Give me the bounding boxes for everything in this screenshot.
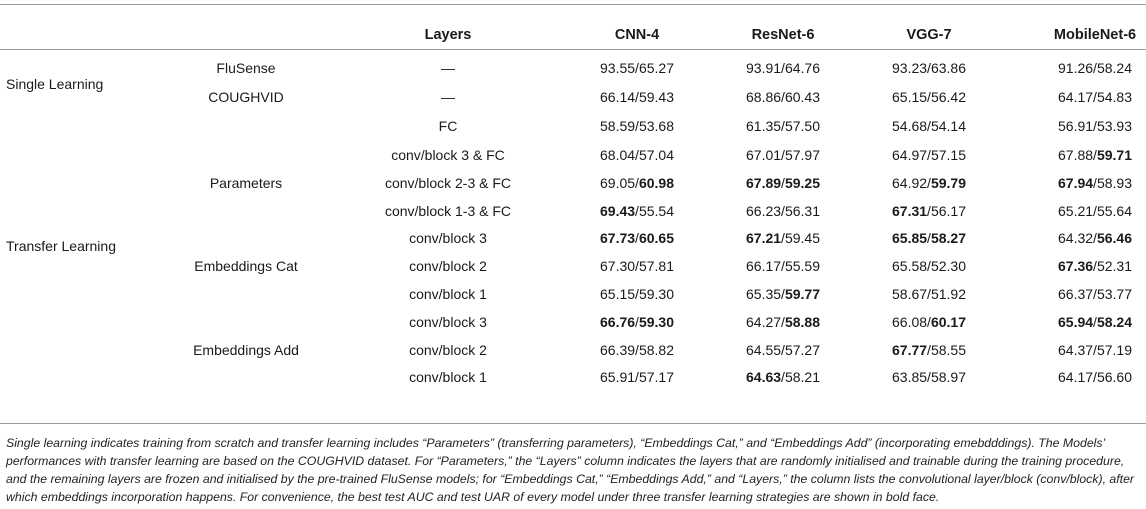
uar-value: 58.55 [930,342,966,358]
auc-value: 67.01 [746,147,782,163]
result-cell [746,59,820,77]
result-cell [746,313,820,331]
row-layers-cell: conv/block 1 [409,369,487,385]
result-cell [600,313,674,331]
uar-value: 57.81 [638,258,674,274]
auc-value: 67.21 [746,230,782,246]
row-layers-cell: conv/block 3 [409,230,487,246]
auc-value: 93.55 [600,60,636,76]
value-separator: / [1093,230,1097,246]
uar-value: 51.92 [930,286,966,302]
uar-value: 58.93 [1096,175,1132,191]
auc-value: 69.43 [600,203,636,219]
uar-value: 58.88 [784,314,820,330]
result-cell [892,313,966,331]
group-transfer-learning: Transfer Learning [6,238,116,254]
result-cell [1058,117,1132,135]
value-separator: / [1093,147,1097,163]
auc-value: 67.94 [1058,175,1094,191]
uar-value: 57.17 [638,369,674,385]
value-separator: / [927,286,931,302]
auc-value: 65.35 [746,286,782,302]
auc-value: 66.17 [746,258,782,274]
result-cell [746,88,820,106]
value-separator: / [927,258,931,274]
uar-value: 57.04 [638,147,674,163]
result-cell [892,368,966,386]
uar-value: 56.31 [784,203,820,219]
value-separator: / [781,89,785,105]
auc-value: 67.88 [1058,147,1094,163]
uar-value: 58.24 [1096,60,1132,76]
row-layers-cell: conv/block 3 [409,314,487,330]
value-separator: / [781,230,785,246]
uar-value: 57.19 [1096,342,1132,358]
result-cell [1058,341,1132,359]
row-subgroup-label: FluSense [216,60,276,76]
value-separator: / [635,230,639,246]
value-separator: / [781,342,785,358]
value-separator: / [1093,342,1097,358]
row-subgroup-label: COUGHVID [208,89,284,105]
result-cell [1058,257,1132,275]
result-cell [600,202,674,220]
result-cell [892,341,966,359]
header-layers: Layers [424,27,472,43]
result-cell [892,257,966,275]
value-separator: / [781,118,785,134]
uar-value: 59.79 [930,175,966,191]
result-cell [600,59,674,77]
value-separator: / [927,314,931,330]
value-separator: / [1093,175,1097,191]
auc-value: 66.76 [600,314,636,330]
result-cell [892,88,966,106]
auc-value: 67.89 [746,175,782,191]
result-cell [600,117,674,135]
uar-value: 55.59 [784,258,820,274]
value-separator: / [635,60,639,76]
auc-value: 93.91 [746,60,782,76]
value-separator: / [635,258,639,274]
uar-value: 53.93 [1096,118,1132,134]
value-separator: / [781,147,785,163]
result-cell [746,117,820,135]
result-cell [746,174,820,192]
uar-value: 59.30 [638,314,674,330]
uar-value: 56.46 [1096,230,1132,246]
value-separator: / [1093,60,1097,76]
value-separator: / [635,314,639,330]
result-cell [892,117,966,135]
value-separator: / [1093,369,1097,385]
auc-value: 56.91 [1058,118,1094,134]
uar-value: 57.50 [784,118,820,134]
result-cell [746,341,820,359]
auc-value: 68.04 [600,147,636,163]
auc-value: 64.17 [1058,89,1094,105]
auc-value: 64.17 [1058,369,1094,385]
auc-value: 65.21 [1058,203,1094,219]
row-layers-cell: FC [438,118,458,134]
uar-value: 52.31 [1096,258,1132,274]
result-cell [746,202,820,220]
result-cell [892,229,966,247]
result-cell [892,174,966,192]
result-cell [1058,229,1132,247]
value-separator: / [781,175,785,191]
value-separator: / [927,60,931,76]
header-model-mobilenet6: MobileNet-6 [1053,27,1137,43]
auc-value: 67.31 [892,203,928,219]
value-separator: / [781,286,785,302]
value-separator: / [635,286,639,302]
auc-value: 91.26 [1058,60,1094,76]
value-separator: / [927,369,931,385]
value-separator: / [1093,203,1097,219]
uar-value: 59.45 [784,230,820,246]
result-cell [1058,285,1132,303]
uar-value: 58.27 [930,230,966,246]
uar-value: 60.43 [784,89,820,105]
auc-value: 64.37 [1058,342,1094,358]
row-subgroup-label: Parameters [209,175,283,191]
result-cell [746,146,820,164]
auc-value: 67.36 [1058,258,1094,274]
auc-value: 64.92 [892,175,928,191]
auc-value: 66.39 [600,342,636,358]
auc-value: 65.85 [892,230,928,246]
auc-value: 58.59 [600,118,636,134]
row-layers-cell: conv/block 1 [409,286,487,302]
row-layers-cell: — [441,60,455,76]
row-layers-cell: conv/block 3 & FC [391,147,505,163]
uar-value: 56.17 [930,203,966,219]
result-cell [746,257,820,275]
value-separator: / [927,147,931,163]
result-cell [892,146,966,164]
uar-value: 60.98 [638,175,674,191]
value-separator: / [1093,258,1097,274]
auc-value: 93.23 [892,60,928,76]
bottom-rule [0,423,1146,424]
uar-value: 59.71 [1096,147,1132,163]
value-separator: / [927,342,931,358]
uar-value: 55.64 [1096,203,1132,219]
auc-value: 69.05 [600,175,636,191]
auc-value: 63.85 [892,369,928,385]
uar-value: 58.24 [1096,314,1132,330]
result-cell [892,59,966,77]
auc-value: 65.58 [892,258,928,274]
value-separator: / [927,118,931,134]
auc-value: 64.32 [1058,230,1094,246]
value-separator: / [927,203,931,219]
header-model-vgg7: VGG-7 [906,27,952,43]
uar-value: 59.77 [784,286,820,302]
auc-value: 65.91 [600,369,636,385]
auc-value: 54.68 [892,118,928,134]
top-rule [0,4,1146,5]
auc-value: 58.67 [892,286,928,302]
value-separator: / [635,147,639,163]
value-separator: / [927,175,931,191]
uar-value: 57.97 [784,147,820,163]
uar-value: 54.83 [1096,89,1132,105]
auc-value: 65.94 [1058,314,1094,330]
result-cell [600,257,674,275]
result-cell [1058,202,1132,220]
auc-value: 66.23 [746,203,782,219]
value-separator: / [1093,286,1097,302]
result-cell [600,229,674,247]
row-layers-cell: conv/block 2-3 & FC [384,175,512,191]
uar-value: 59.25 [784,175,820,191]
uar-value: 56.42 [930,89,966,105]
value-separator: / [1093,89,1097,105]
result-cell [600,285,674,303]
uar-value: 60.17 [930,314,966,330]
value-separator: / [635,118,639,134]
value-separator: / [635,203,639,219]
auc-value: 67.77 [892,342,928,358]
value-separator: / [781,369,785,385]
result-cell [600,146,674,164]
row-layers-cell: conv/block 2 [409,258,487,274]
result-cell [600,368,674,386]
header-rule [0,49,1146,50]
result-cell [746,285,820,303]
uar-value: 58.97 [930,369,966,385]
auc-value: 61.35 [746,118,782,134]
value-separator: / [781,60,785,76]
uar-value: 63.86 [930,60,966,76]
uar-value: 52.30 [930,258,966,274]
value-separator: / [635,342,639,358]
result-cell [600,88,674,106]
uar-value: 54.14 [930,118,966,134]
uar-value: 58.82 [638,342,674,358]
value-separator: / [1093,118,1097,134]
uar-value: 56.60 [1096,369,1132,385]
auc-value: 66.14 [600,89,636,105]
value-separator: / [781,314,785,330]
row-subgroup-label: Embeddings Cat [194,258,298,274]
result-cell [1058,313,1132,331]
auc-value: 67.73 [600,230,636,246]
result-cell [600,341,674,359]
uar-value: 57.27 [784,342,820,358]
result-cell [1058,368,1132,386]
result-cell [1058,88,1132,106]
auc-value: 64.27 [746,314,782,330]
result-cell [1058,59,1132,77]
row-layers-cell: conv/block 2 [409,342,487,358]
value-separator: / [781,258,785,274]
header-model-resnet6: ResNet-6 [751,27,815,43]
uar-value: 58.21 [784,369,820,385]
auc-value: 64.97 [892,147,928,163]
uar-value: 59.43 [638,89,674,105]
result-cell [1058,146,1132,164]
uar-value: 65.27 [638,60,674,76]
uar-value: 60.65 [638,230,674,246]
result-cell [746,229,820,247]
auc-value: 64.55 [746,342,782,358]
result-cell [1058,174,1132,192]
row-layers-cell: — [441,89,455,105]
value-separator: / [781,203,785,219]
value-separator: / [635,369,639,385]
auc-value: 66.08 [892,314,928,330]
uar-value: 59.30 [638,286,674,302]
value-separator: / [635,89,639,105]
uar-value: 57.15 [930,147,966,163]
uar-value: 53.77 [1096,286,1132,302]
auc-value: 65.15 [600,286,636,302]
result-cell [892,202,966,220]
auc-value: 64.63 [746,369,782,385]
result-cell [746,368,820,386]
result-cell [892,285,966,303]
row-subgroup-label: Embeddings Add [193,342,299,358]
auc-value: 66.37 [1058,286,1094,302]
value-separator: / [635,175,639,191]
auc-value: 65.15 [892,89,928,105]
auc-value: 68.86 [746,89,782,105]
row-layers-cell: conv/block 1-3 & FC [384,203,512,219]
value-separator: / [927,89,931,105]
result-cell [600,174,674,192]
header-model-cnn4: CNN-4 [614,27,660,43]
value-separator: / [927,230,931,246]
uar-value: 64.76 [784,60,820,76]
uar-value: 55.54 [638,203,674,219]
auc-value: 67.30 [600,258,636,274]
group-single-learning: Single Learning [6,76,104,92]
table-footnote: Single learning indicates training from scratch and transfer learning includes “Parameters” (transferring parameters), “Embeddings Cat,” and “Embeddings Add” (incorporating emebdddings). The Models’ performances with transfer learning are based on the COUGHVID dataset. For “Parameters,” the “Layers” column indicates the layers that are randomly initialised and trainable during the training procedure, and the remaining layers are frozen and initialised by the pre-trained FluSense models; for “Embeddings Cat,” “Embeddings Add,” and “Layers,” the column lists the convolutional layer/block (conv/block), after which embeddings incorporation happens. For convenience, the best test AUC and test UAR of every model under three transfer learning strategies are shown in bold face. [6,436,1135,504]
value-separator: / [1093,314,1097,330]
uar-value: 53.68 [638,118,674,134]
